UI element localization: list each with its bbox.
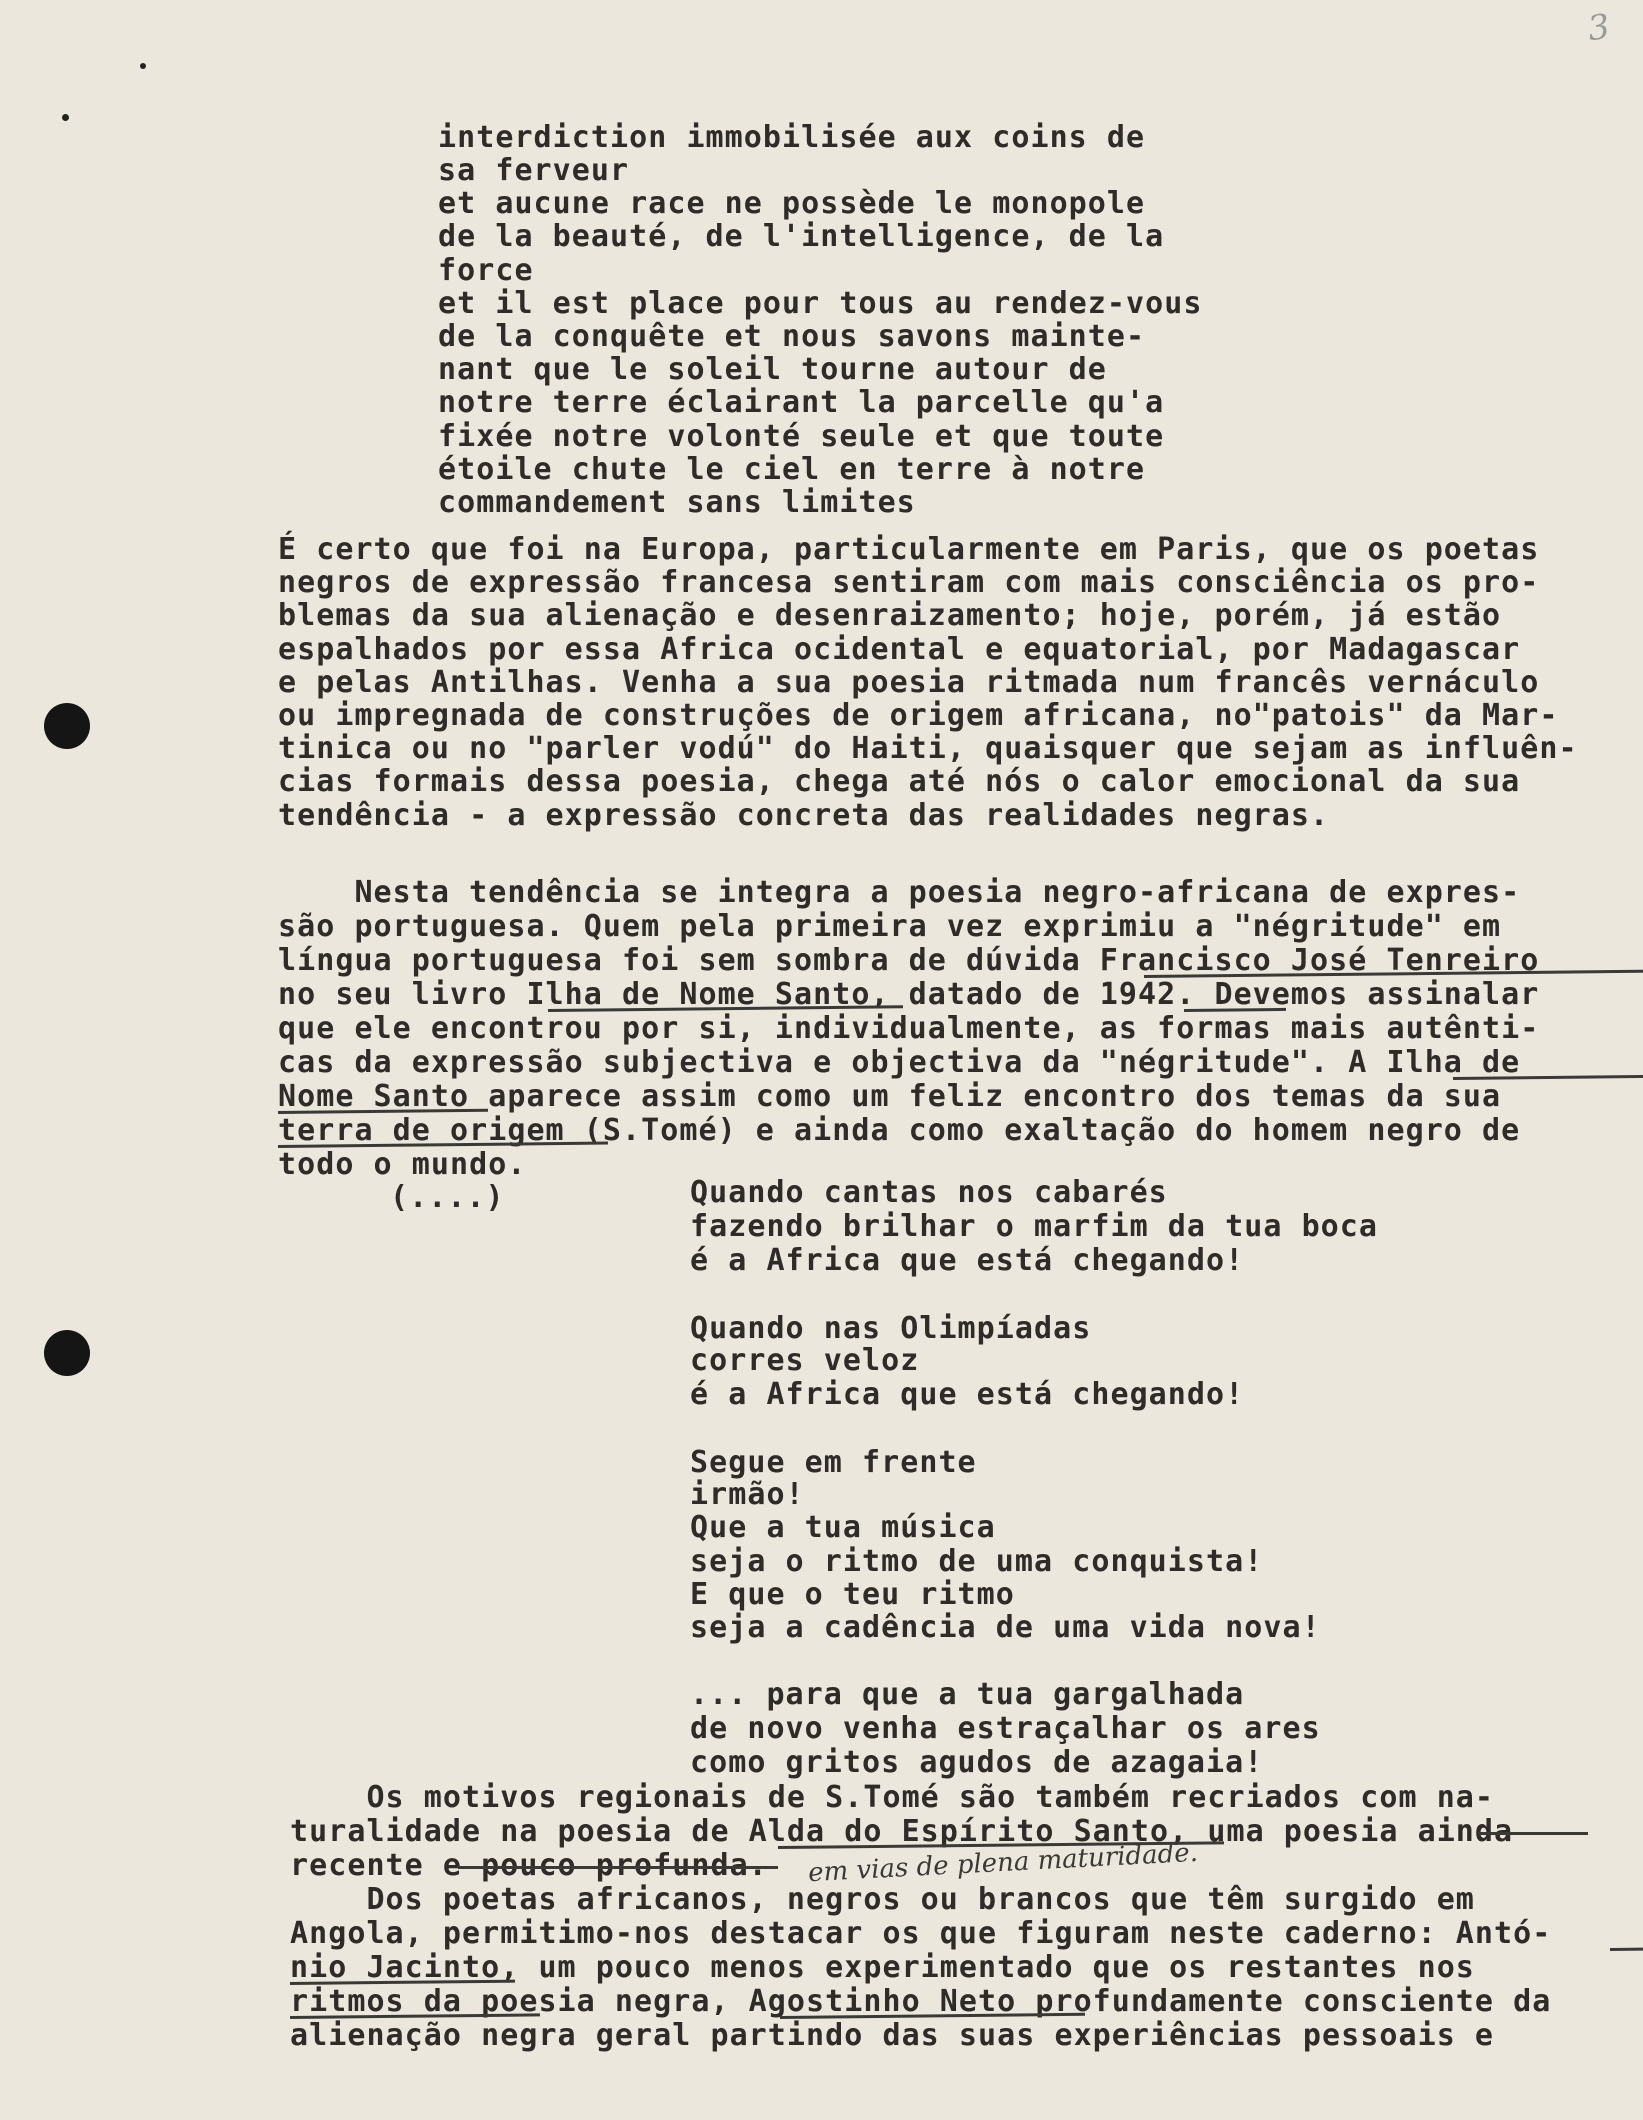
paragraph-line: turalidade na poesia de Alda do Espírito Santo, uma poesia ainda: [290, 1814, 1514, 1849]
paragraph-line: ou impregnada de construções de origem africana, no"patois" da Mar-: [278, 698, 1559, 733]
paragraph-line: tendência - a expressão concreta das realidades negras.: [278, 798, 1330, 833]
paragraph-line: Nesta tendência se integra a poesia negro-africana de expres-: [278, 875, 1521, 910]
paragraph-line: língua portuguesa foi sem sombra de dúvida Francisco José Tenreiro: [278, 943, 1540, 978]
poem-line: é a Africa que está chegando!: [690, 1243, 1245, 1278]
paragraph-line: Dos poetas africanos, negros ou brancos que têm surgido em: [290, 1882, 1475, 1917]
paragraph-line: tinica ou no "parler vodú" do Haiti, quaisquer que sejam as influên-: [278, 731, 1578, 766]
poem-line: nant que le soleil tourne autour de: [438, 352, 1107, 387]
poem-line: étoile chute le ciel en terre à notre: [438, 452, 1146, 487]
paragraph-line: É certo que foi na Europa, particularmente em Paris, que os poetas: [278, 532, 1540, 567]
poem-line: notre terre éclairant la parcelle qu'a: [438, 385, 1165, 420]
paragraph-line: Os motivos regionais de S.Tomé são também recriados com na-: [290, 1780, 1495, 1815]
poem-line: Quando nas Olimpíadas: [690, 1311, 1092, 1346]
paragraph-line: Nome Santo aparece assim como um feliz encontro dos temas da sua: [278, 1079, 1502, 1114]
punch-hole: [44, 1330, 90, 1376]
poem-line: Quando cantas nos cabarés: [690, 1175, 1168, 1210]
paragraph-line: que ele encontrou por si, individualmente, as formas mais autênti-: [278, 1011, 1540, 1046]
paragraph-line: recente e pouco profunda.: [290, 1848, 768, 1883]
poem-line: é a Africa que está chegando!: [690, 1377, 1245, 1412]
omission-mark: (....): [390, 1180, 505, 1215]
poem-line: de la beauté, de l'intelligence, de la: [438, 219, 1165, 254]
poem-line: como gritos agudos de azagaia!: [690, 1745, 1264, 1780]
underline: [1610, 1945, 1643, 1951]
paragraph-line: ritmos da poesia negra, Agostinho Neto profundamente consciente da: [290, 1984, 1552, 2019]
paragraph-line: blemas da sua alienação e desenraizamento; hoje, porém, já estão: [278, 598, 1502, 633]
ink-speck: [62, 114, 69, 121]
paragraph-line: cias formais dessa poesia, chega até nós o calor emocional da sua: [278, 764, 1521, 799]
paragraph-line: terra de origem (S.Tomé) e ainda como exaltação do homem negro de: [278, 1113, 1521, 1148]
poem-line: et il est place pour tous au rendez-vous: [438, 286, 1203, 321]
paragraph-line: e pelas Antilhas. Venha a sua poesia ritmada num francês vernáculo: [278, 665, 1540, 700]
poem-line: de la conquête et nous savons mainte-: [438, 319, 1146, 354]
poem-line: Segue em frente: [690, 1445, 977, 1480]
paragraph-line: Angola, permitimo-nos destacar os que figuram neste caderno: Antó-: [290, 1916, 1552, 1951]
handwritten-note: em vias de plena maturidade.: [807, 1837, 1199, 1889]
poem-line: sa ferveur: [438, 153, 630, 188]
poem-line: irmão!: [690, 1477, 805, 1512]
paragraph-line: no seu livro Ilha de Nome Santo, datado de 1942. Devemos assinalar: [278, 977, 1540, 1012]
page-number: 3: [1585, 6, 1613, 50]
poem-line: interdiction immobilisée aux coins de: [438, 120, 1146, 155]
strikethrough: [458, 1866, 778, 1869]
paragraph-line: são portuguesa. Quem pela primeira vez exprimiu a "négritude" em: [278, 909, 1502, 944]
poem-line: et aucune race ne possède le monopole: [438, 186, 1146, 221]
poem-line: fixée notre volonté seule et que toute: [438, 419, 1165, 454]
paragraph-line: espalhados por essa Africa ocidental e equatorial, por Madagascar: [278, 632, 1521, 667]
poem-line: de novo venha estraçalhar os ares: [690, 1711, 1321, 1746]
poem-line: seja a cadência de uma vida nova!: [690, 1610, 1321, 1645]
poem-line: seja o ritmo de uma conquista!: [690, 1544, 1264, 1579]
poem-line: Que a tua música: [690, 1510, 996, 1545]
poem-line: commandement sans limites: [438, 485, 916, 520]
poem-line: force: [438, 253, 534, 288]
paragraph-line: cas da expressão subjectiva e objectiva da "négritude". A Ilha de: [278, 1045, 1521, 1080]
poem-line: ... para que a tua gargalhada: [690, 1677, 1245, 1712]
poem-line: fazendo brilhar o marfim da tua boca: [690, 1209, 1379, 1244]
punch-hole: [44, 703, 90, 749]
poem-line: E que o teu ritmo: [690, 1577, 1015, 1612]
paragraph-line: alienação negra geral partindo das suas experiências pessoais e: [290, 2018, 1495, 2053]
paragraph-line: todo o mundo.: [278, 1147, 527, 1182]
poem-line: corres veloz: [690, 1343, 920, 1378]
strikethrough: [1478, 1832, 1588, 1835]
paragraph-line: nio Jacinto, um pouco menos experimentado que os restantes nos: [290, 1950, 1475, 1985]
paragraph-line: negros de expressão francesa sentiram com mais consciência os pro-: [278, 565, 1540, 600]
ink-speck: [140, 63, 146, 69]
